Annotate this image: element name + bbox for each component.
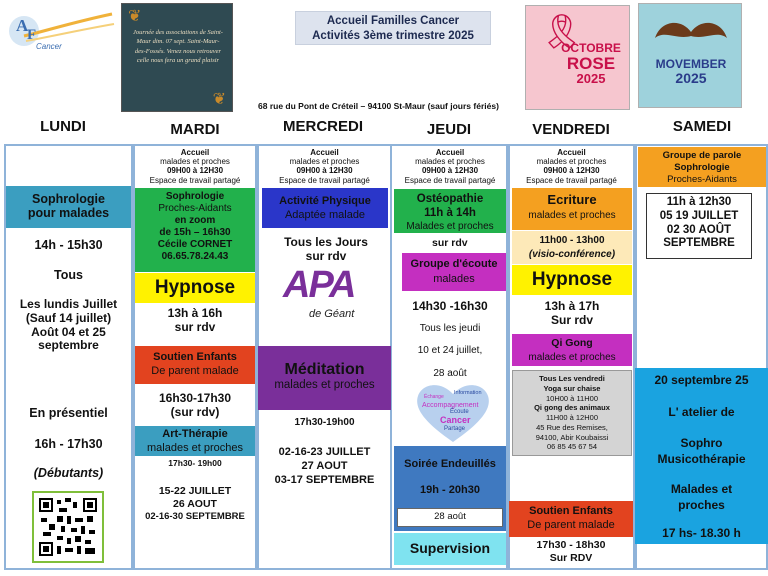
day-header-vendredi: VENDREDI [532,121,610,138]
heart-word-1: Information [454,390,482,396]
day-header-samedi: SAMEDI [672,118,732,135]
mardi-hypnose-banner: Hypnose [135,273,255,303]
jeudi-osteo-rdv: sur rdv [432,237,468,249]
jeudi-soiree-title: Soirée Endeuillés [404,458,496,470]
address: 68 rue du Pont de Créteil – 94100 St-Maur (sauf jours fériés) [258,101,499,111]
apa-logo-text: APA [283,264,355,306]
samedi-atelier-name: Sophro Musicothérapie [657,436,746,466]
lundi-hours: 14h - 15h30 [34,238,103,252]
day-header-mercredi: MERCREDI [282,118,363,135]
accueil-mardi: Accueil malades et proches 09H00 à 12H30 Espace de travail partagé [149,148,241,185]
accueil-mercredi: Accueil malades et proches 09H00 à 12H30 Espace de travail partagé [279,148,370,185]
mardi-art-dates: 15-22 JUILLET 26 AOUT 02-16-30 SEPTEMBRE [145,485,245,523]
vendredi-hypnose-title: Hypnose [512,265,632,295]
leaf-decoration-icon: ❦ [212,91,226,108]
mardi-art-therapie-box: Art-Thérapie malades et proches [135,426,255,456]
logo-letter-a: A [16,16,29,35]
mercredi-activite-when: Tous les Jours sur rdv [284,235,368,264]
assoc-day-card [121,3,233,112]
samedi-atelier-date: 20 septembre 25 [654,373,749,387]
vendredi-hypnose-hours: 13h à 17h Sur rdv [544,299,600,328]
accueil-jeudi: Accueil malades et proches 09H00 à 12H30 Espace de travail partagé [404,148,496,185]
lundi-tous: Tous [54,268,83,282]
lundi-sophrologie-banner: Sophrologie pour malades [6,186,131,228]
heart-word-4: Cancer [440,415,471,425]
samedi-groupe-parole-box: Groupe de parole Sophrologie Proches-Aidants [638,147,766,187]
jeudi-soiree-date: 28 août [397,508,503,527]
samedi-atelier-box [635,368,768,544]
page-subtitle: Activités 3ème trimestre 2025 [312,30,474,42]
jeudi-ecoute-t3: 28 août [433,368,467,379]
day-header-jeudi: JEUDI [426,121,472,138]
mercredi-med-hours: 17h30-19h00 [294,417,355,428]
vendredi-ecriture-box: Ecriture malades et proches [512,188,632,230]
jeudi-osteopathie-box: Ostéopathie 11h à 14h Malades et proches [394,189,506,233]
mardi-soutien-box: Soutien Enfants De parent malade [135,346,255,384]
page-title: Accueil Familles Cancer [326,15,460,27]
lundi-hours2: 16h - 17h30 [34,437,103,451]
lundi-dates: Les lundis Juillet (Sauf 14 juillet) Août 04 et 25 septembre [19,297,118,353]
heart-word-3: Écoute [450,409,469,415]
qr-code-icon [39,498,97,556]
heart-word-5: Partage [444,426,466,432]
samedi-atelier-hours: 17 hs- 18.30 h [662,526,741,540]
mercredi-med-dates: 02-16-23 JUILLET 27 AOUT 03-17 SEPTEMBRE [274,446,375,486]
vendredi-ecriture-hours: 11h00 - 13h00 (visio-conférence) [512,231,632,264]
heart-word-cloud [414,380,492,444]
title-box [295,11,491,45]
vendredi-soutien-box: Soutien Enfants De parent malade [509,501,633,537]
jeudi-soiree-box [394,446,506,531]
logo [4,8,116,54]
qr-code [32,491,104,563]
jeudi-ecoute-t1: Tous les jeudi [419,323,481,334]
pink-ribbon-icon: 🎗 [540,13,584,51]
leaf-decoration-icon: ❦ [128,8,142,25]
logo-letter-f: F [27,27,37,43]
apa-logo-sub: de Géant [309,308,355,320]
mercredi-activite-physique-box: Activité Physique Adaptée malade [262,188,388,228]
mustache-icon [651,18,731,52]
accueil-vendredi: Accueil malades et proches 09H00 à 12H30 Espace de travail partagé [526,148,617,185]
vendredi-qigong-box: Qi Gong malades et proches [512,334,632,366]
lundi-presentiel: En présentiel [29,406,108,420]
logo-word: Cancer [36,42,62,51]
jeudi-ecoute-t2: 10 et 24 juillet, [417,345,483,356]
vendredi-yoga-box: Tous Les vendredi Yoga sur chaise 10H00 à 11H00 Qi gong des animaux 11H00 à 12H00 45 Rue des Remises, 94100, Abir Koubaissi 06 85 45 67 54 [512,370,632,456]
samedi-atelier-title: L' atelier de [668,405,735,419]
day-header-lundi: LUNDI [40,118,86,135]
jeudi-ecoute-hours: 14h30 -16h30 [412,299,488,313]
movember-label: MOVEMBER 2025 [655,57,727,87]
heart-word-2: Accompagnement [422,402,479,409]
mardi-sophrologie-box: Sophrologie Proches-Aidants en zoom de 15h – 16h30 Cécile CORNET 06.65.78.24.43 [135,188,255,272]
vendredi-soutien-hours: 17h30 - 18h30 Sur RDV [536,539,606,564]
apa-logo [277,262,373,340]
mardi-art-hours: 17h30- 19h00 [168,458,222,468]
jeudi-supervision-box: Supervision [394,533,506,565]
heart-word-0: Échange [424,394,444,400]
assoc-day-text: Journée des associations de Saint-Maur dim. 07 sept. Saint-Maur-des-Fossés. Venez nous retrouver celle nous fera un grand plaisir [133,29,223,65]
jeudi-soiree-hours: 19h - 20h30 [420,484,480,496]
jeudi-groupe-ecoute-box: Groupe d'écoute malades [402,253,506,291]
octobre-rose-tile [525,5,630,110]
lundi-debutants: (Débutants) [33,466,104,480]
mardi-hypnose-hours: 13h à 16h sur rdv [167,306,223,335]
octobre-rose-label: OCTOBRE ROSE 2025 [561,41,621,87]
samedi-dates-box: 11h à 12h30 05 19 JUILLET 02 30 AOÛT SEPTEMBRE [646,193,752,259]
mardi-soutien-hours: 16h30-17h30 (sur rdv) [158,391,232,420]
samedi-atelier-who: Malades et proches [670,482,733,512]
mercredi-meditation-box: Méditation malades et proches [258,346,391,410]
day-header-mardi: MARDI [170,121,220,138]
movember-tile [638,3,742,108]
